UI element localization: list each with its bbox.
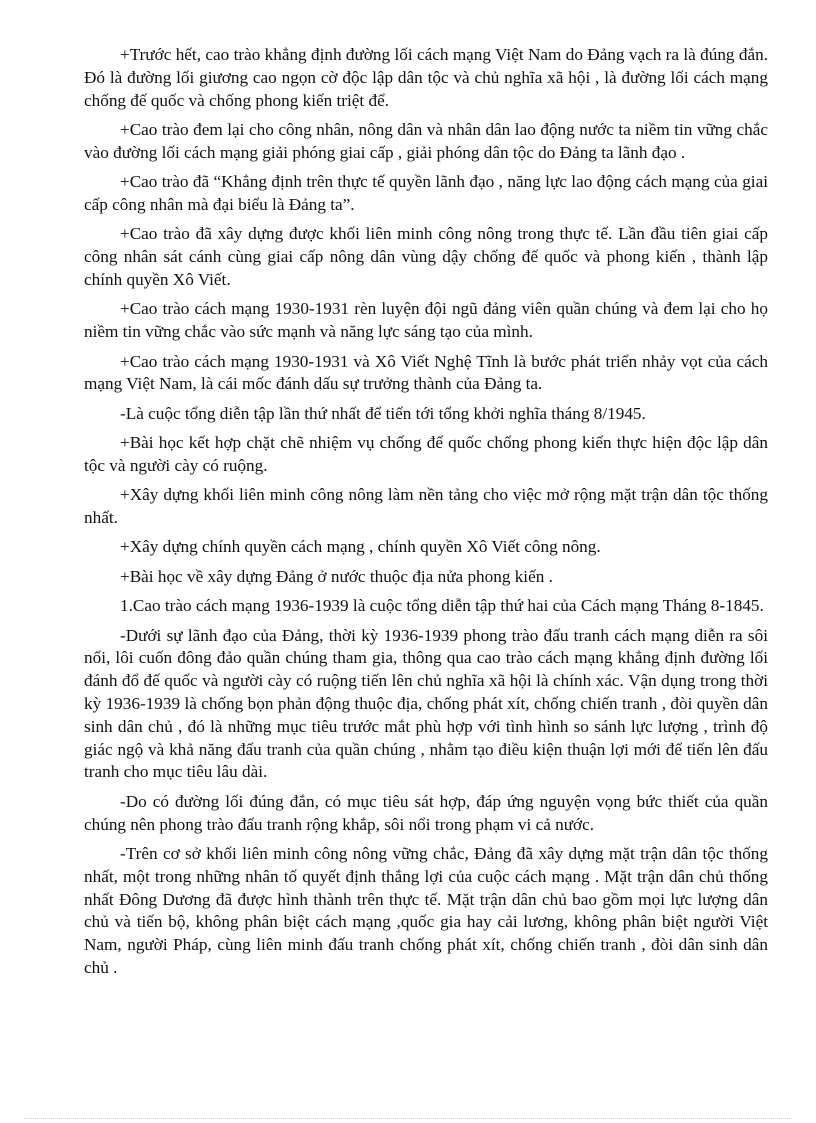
paragraph-1: +Trước hết, cao trào khẳng định đường lối cách mạng Việt Nam do Đảng vạch ra là đúng đắn. Đó là đường lối giương cao ngọn cờ độc lập dân tộc và chủ nghĩa xã hội , là đường lối cách mạng chống đế quốc và chống phong kiến triệt để. (84, 45, 768, 110)
document-page (84, 44, 768, 986)
paragraph-12: 1.Cao trào cách mạng 1936-1939 là cuộc tổng diễn tập thứ hai của Cách mạng Tháng 8-1845. (120, 596, 764, 616)
paragraph-6: +Cao trào cách mạng 1930-1931 và Xô Viết Nghệ Tĩnh là bước phát triển nhảy vọt của cách mạng Việt Nam, là cái mốc đánh dấu sự trưởng thành của Đảng ta. (84, 351, 768, 394)
paragraph-11: +Bài học về xây dựng Đảng ở nước thuộc địa nửa phong kiến . (120, 566, 553, 586)
paragraph-9: +Xây dựng khối liên minh công nông làm nền tảng cho việc mở rộng mặt trận dân tộc thống nhất. (84, 485, 768, 528)
paragraph-14: -Do có đường lối đúng đắn, có mục tiêu sát hợp, đáp ứng nguyện vọng bức thiết của quần chúng nên phong trào đấu tranh rộng khắp, sôi nổi trong phạm vi cả nước. (84, 791, 768, 834)
paragraph-10: +Xây dựng chính quyền cách mạng , chính quyền Xô Viết công nông. (120, 537, 601, 557)
paragraph-2: +Cao trào đem lại cho công nhân, nông dân và nhân dân lao động nước ta niềm tin vững chắc vào đường lối cách mạng giải phóng giai cấp , giải phóng dân tộc do Đảng ta lãnh đạo . (84, 119, 768, 162)
page-bottom-divider (24, 1118, 792, 1119)
paragraph-8: +Bài học kết hợp chặt chẽ nhiệm vụ chống đế quốc chống phong kiến thực hiện độc lập dân tộc và người cày có ruộng. (84, 433, 768, 475)
paragraph-15: -Trên cơ sở khối liên minh công nông vững chắc, Đảng đã xây dựng mặt trận dân tộc thống nhất, một trong những nhân tố quyết định thắng lợi của cuộc cách mạng . Mặt trận dân chủ thống nhất Đông Dương đã được hình thành trên thực tế. Mặt trận dân chủ bao gồm mọi lực lượng dân chủ và tiến bộ, không phân biệt cách mạng ,quốc gia hay cải lương, không phân biệt người Việt Nam, người Pháp, cùng liên minh đấu tranh chống phát xít, chống chiến tranh , đòi dân sinh dân chủ . (84, 844, 768, 977)
paragraph-3: +Cao trào đã “Khẳng định trên thực tế quyền lãnh đạo , năng lực lao động cách mạng của giai cấp công nhân mà đại biểu là Đảng ta”. (84, 172, 768, 214)
paragraph-5: +Cao trào cách mạng 1930-1931 rèn luyện đội ngũ đảng viên quần chúng và đem lại cho họ niềm tin vững chắc vào sức mạnh và năng lực sáng tạo của mình. (84, 299, 768, 342)
paragraph-4: +Cao trào đã xây dựng được khối liên minh công nông trong thực tế. Lần đầu tiên giai cấp công nhân sát cánh cùng giai cấp nông dân vùng dậy chống đế quốc và phong kiến , thành lập chính quyền Xô Viết. (84, 224, 768, 289)
paragraph-13: -Dưới sự lãnh đạo của Đảng, thời kỳ 1936-1939 phong trào đấu tranh cách mạng diễn ra sôi nổi, lôi cuốn đông đảo quần chúng tham gia, thông qua cao trào cách mạng khẳng định đường lối đánh đổ đế quốc và người cày có ruộng tiến lên chủ nghĩa xã hội là chính xác. Vận dụng trong thời kỳ 1936-1939 là chống bọn phản động thuộc địa, chống phát xít, chống chiến tranh , đòi quyền dân sinh dân chủ , đó là những mục tiêu trước mắt phù hợp với tình hình so sánh lực lượng , trình độ giác ngộ và khả năng đấu tranh của quần chúng , nhằm tạo điều kiện thuận lợi mới để tiến lên đấu tranh cho mục tiêu lâu dài. (84, 625, 768, 782)
paragraph-7: -Là cuộc tổng diễn tập lần thứ nhất để tiến tới tổng khởi nghĩa tháng 8/1945. (120, 403, 646, 423)
